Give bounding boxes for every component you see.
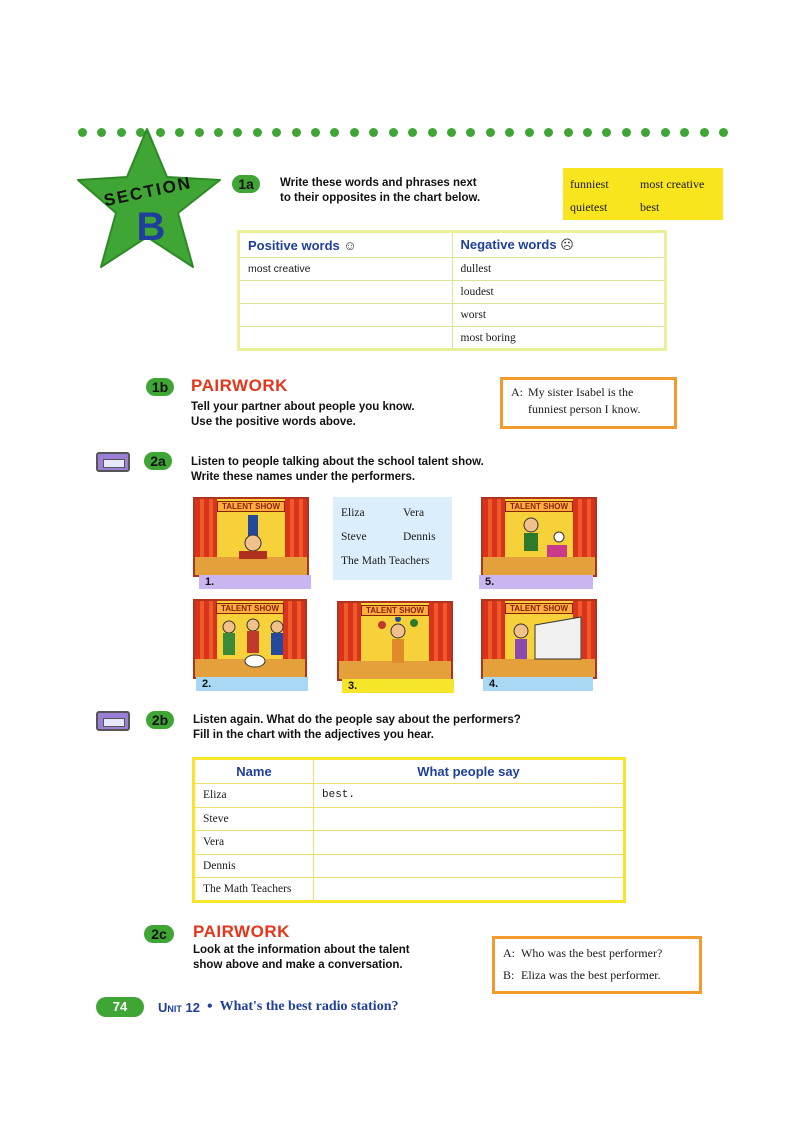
table-cell[interactable] xyxy=(314,878,625,902)
pairwork-title: PAIRWORK xyxy=(191,376,288,395)
conversation-text: Who was the best performer? xyxy=(521,946,663,960)
word-box-item: most creative xyxy=(640,177,705,191)
performer-panel xyxy=(193,599,307,679)
conversation-text: Eliza was the best performer. xyxy=(521,968,661,982)
talent-show-sign: TALENT SHOW xyxy=(216,603,284,614)
table-row xyxy=(194,807,625,831)
performer-violinist-icon xyxy=(233,513,273,563)
table-cell: dullest xyxy=(452,258,666,281)
table-row xyxy=(239,304,666,327)
pairwork-title: PAIRWORK xyxy=(193,922,290,941)
table-cell: loudest xyxy=(452,281,666,304)
panel-number: 5. xyxy=(479,575,593,589)
name-item: Vera xyxy=(403,507,425,519)
performer-panel xyxy=(193,497,309,577)
table-cell: most boring xyxy=(452,327,666,350)
table-cell[interactable] xyxy=(239,327,453,350)
performer-panel xyxy=(337,601,453,681)
negative-header: Negative words ☹ xyxy=(452,232,666,258)
word-box-item: quietest xyxy=(570,200,608,214)
word-box-item: best xyxy=(640,200,660,214)
exercise-1a-tag: 1a xyxy=(232,175,260,193)
performer-magician-icon xyxy=(515,515,571,565)
performer-band-icon xyxy=(215,615,293,671)
speech-bubble xyxy=(500,377,677,429)
talent-show-sign: TALENT SHOW xyxy=(217,501,285,512)
table-row xyxy=(194,831,625,855)
exercise-2a-instruction: Listen to people talking about the school talent show. Write these names under the performers. xyxy=(191,456,484,483)
panel-number: 4. xyxy=(483,677,593,691)
what-people-say-header: What people say xyxy=(314,759,625,784)
cassette-icon xyxy=(96,452,130,472)
table-cell: Vera xyxy=(194,831,314,855)
speaker-label: B: xyxy=(503,968,515,982)
table-cell[interactable] xyxy=(314,831,625,855)
performer-pianist-icon xyxy=(505,615,585,671)
panel-number: 2. xyxy=(196,677,308,691)
word-box-item: funniest xyxy=(570,177,609,191)
table-row xyxy=(239,327,666,350)
exercise-2a-tag: 2a xyxy=(144,452,172,470)
talent-show-sign: TALENT SHOW xyxy=(361,605,429,616)
talent-show-sign: TALENT SHOW xyxy=(505,603,573,614)
smiley-icon: ☺ xyxy=(343,237,357,253)
exercise-2c-tag: 2c xyxy=(144,925,174,943)
section-star xyxy=(75,125,225,275)
table-row xyxy=(194,784,625,808)
page-footer xyxy=(96,996,516,1018)
section-word: SECTION xyxy=(102,173,194,211)
table-cell[interactable]: best. xyxy=(314,784,625,808)
table-row xyxy=(194,878,625,902)
unit-label: Unit 12 xyxy=(158,999,200,1015)
footer-bullet: • xyxy=(206,998,213,1015)
exercise-1b-tag: 1b xyxy=(146,378,174,396)
table-cell[interactable] xyxy=(314,854,625,878)
word-box xyxy=(563,168,723,220)
exercise-2b-instruction: Listen again. What do the people say about the performers? Fill in the chart with the adjectives you hear. xyxy=(193,714,521,741)
page-number: 74 xyxy=(96,997,144,1017)
name-item: Steve xyxy=(341,531,367,543)
speaker-label: A: xyxy=(511,385,523,399)
table-cell: Dennis xyxy=(194,854,314,878)
exercise-1a-instruction: Write these words and phrases next to their opposites in the chart below. xyxy=(280,177,481,204)
table-row xyxy=(239,258,666,281)
exercise-1b-instruction: Tell your partner about people you know. Use the positive words above. xyxy=(191,401,415,428)
positive-header: Positive words ☺ xyxy=(239,232,453,258)
performer-juggler-icon xyxy=(377,617,419,673)
table-row xyxy=(239,281,666,304)
name-item: Dennis xyxy=(403,531,436,543)
exercise-2c-instruction: Look at the information about the talent show above and make a conversation. xyxy=(193,944,410,971)
performers-table xyxy=(192,757,626,903)
panel-number: 3. xyxy=(342,679,454,693)
table-cell: Eliza xyxy=(194,784,314,808)
name-item: Eliza xyxy=(341,507,365,519)
name-item: The Math Teachers xyxy=(341,555,430,567)
bubble-text: funniest person I know. xyxy=(528,402,641,416)
performer-panel xyxy=(481,599,597,679)
panel-number: 1. xyxy=(199,575,311,589)
opposites-table xyxy=(237,230,667,351)
table-cell: worst xyxy=(452,304,666,327)
performer-panel xyxy=(481,497,597,577)
table-cell[interactable] xyxy=(239,304,453,327)
table-cell: Steve xyxy=(194,807,314,831)
unit-title: What's the best radio station? xyxy=(219,999,399,1014)
talent-show-sign: TALENT SHOW xyxy=(505,501,573,512)
table-cell[interactable] xyxy=(314,807,625,831)
table-cell: The Math Teachers xyxy=(194,878,314,902)
name-header: Name xyxy=(194,759,314,784)
exercise-2b-tag: 2b xyxy=(146,711,174,729)
table-cell[interactable] xyxy=(239,281,453,304)
cassette-icon xyxy=(96,711,130,731)
table-cell[interactable]: most creative xyxy=(239,258,453,281)
bubble-text: My sister Isabel is the xyxy=(528,385,634,399)
table-row xyxy=(194,854,625,878)
section-letter: B xyxy=(136,205,166,249)
speaker-label: A: xyxy=(503,946,515,960)
conversation-box xyxy=(492,936,702,994)
frowny-icon: ☹ xyxy=(560,237,574,252)
names-box xyxy=(333,497,452,580)
